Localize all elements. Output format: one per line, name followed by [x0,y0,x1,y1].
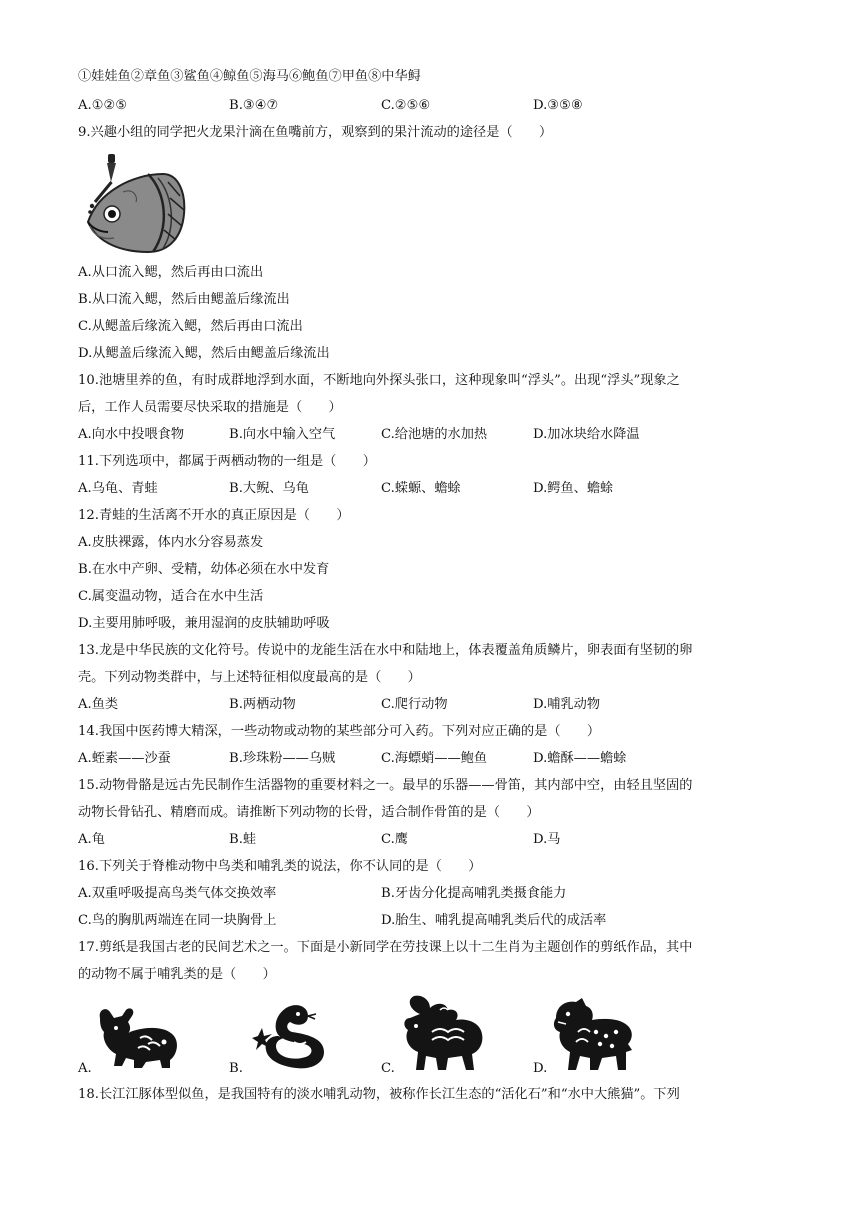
fish-head-icon [88,174,184,252]
q9-option-c: C.从鳃盖后缘流入鳃，然后再由口流出 [78,319,303,334]
q16-stem: 16.下列关于脊椎动物中鸟类和哺乳类的说法，你不认同的是（ ） [78,859,482,874]
q10-option-c: C.给池塘的水加热 [381,427,488,442]
q14-option-c: C.海螵蛸——鲍鱼 [381,751,488,766]
q18-stem: 18.长江江豚体型似鱼，是我国特有的淡水哺乳动物，被称作长江生态的“活化石”和“水中大熊猫”。下列 [78,1087,680,1102]
q15-option-a: A.龟 [78,832,105,847]
q12-stem: 12.青蛙的生活离不开水的真正原因是（ ） [78,508,350,523]
fish-dropper-figure [78,152,190,256]
q17-option-a: A. [78,1061,92,1076]
q13-stem-line1: 13.龙是中华民族的文化符号。传说中的龙能生活在水中和陆地上，体表覆盖角质鳞片，卵表面有坚韧的卵 [78,643,693,658]
q17-option-b: B. [229,1061,243,1076]
q10-option-d: D.加冰块给水降温 [533,427,640,442]
q10-stem-line1: 10.池塘里养的鱼，有时成群地浮到水面，不断地向外探头张口，这种现象叫“浮头”。出现“浮头”现象之 [78,373,680,388]
q10-option-a: A.向水中投喂食物 [78,427,185,442]
q9-option-b: B.从口流入鳃，然后由鳃盖后缘流出 [78,292,290,307]
q17-stem-line2: 的动物不属于哺乳类的是（ ） [78,967,276,982]
q15-option-d: D.马 [533,832,561,847]
q11-stem: 11.下列选项中，都属于两栖动物的一组是（ ） [78,454,376,469]
q17-stem-line1: 17.剪纸是我国古老的民间艺术之一。下面是小新同学在劳技课上以十二生肖为主题创作的剪纸作品，其中 [78,940,693,955]
q8-option-d: D.③⑤⑧ [533,98,583,113]
q15-stem-line2: 动物长骨钻孔、精磨而成。请推断下列动物的长骨，适合制作骨笛的是（ ） [78,805,540,820]
q14-option-d: D.蟾酥——蟾蜍 [533,751,627,766]
goat-papercut-icon [400,994,486,1074]
q14-option-b: B.珍珠粉——乌贼 [229,751,336,766]
q13-option-c: C.爬行动物 [381,697,448,712]
q15-option-b: B.蛙 [229,832,257,847]
q9-option-d: D.从鳃盖后缘流入鳃，然后由鳃盖后缘流出 [78,346,330,361]
q10-stem-line2: 后，工作人员需要尽快采取的措施是（ ） [78,400,342,415]
snake-papercut-icon [250,1002,330,1072]
q16-option-a: A.双重呼吸提高鸟类气体交换效率 [78,886,277,901]
q14-stem: 14.我国中医药博大精深，一些动物或动物的某些部分可入药。下列对应正确的是（ ） [78,724,601,739]
q12-option-a: A.皮肤裸露，体内水分容易蒸发 [78,535,264,550]
q12-option-d: D.主要用肺呼吸，兼用湿润的皮肤辅助呼吸 [78,616,330,631]
q13-option-b: B.两栖动物 [229,697,296,712]
q17-option-d: D. [533,1061,548,1076]
q8-option-a: A.①②⑤ [78,98,128,113]
q14-option-a: A.蛭素——沙蚕 [78,751,171,766]
q9-option-a: A.从口流入鳃，然后再由口流出 [78,265,264,280]
ox-papercut-icon [96,1004,180,1070]
q17-option-c: C. [381,1061,395,1076]
q16-option-d: D.胎生、哺乳提高哺乳类后代的成活率 [381,913,607,928]
q11-option-c: C.蝾螈、蟾蜍 [381,481,461,496]
q16-option-c: C.鸟的胸肌两端连在同一块胸骨上 [78,913,277,928]
q13-option-d: D.哺乳动物 [533,697,601,712]
q10-option-b: B.向水中输入空气 [229,427,336,442]
q8-option-c: C.②⑤⑥ [381,98,431,113]
q13-option-a: A.鱼类 [78,697,119,712]
q12-option-b: B.在水中产卵、受精，幼体必须在水中发育 [78,562,330,577]
q8-option-b: B.③④⑦ [229,98,279,113]
dog-papercut-icon [550,996,636,1074]
q11-option-d: D.鳄鱼、蟾蜍 [533,481,614,496]
q11-option-b: B.大鲵、乌龟 [229,481,309,496]
q9-stem: 9.兴趣小组的同学把火龙果汁滴在鱼嘴前方，观察到的果汁流动的途径是（ ） [78,125,553,140]
q8-items: ①娃娃鱼②章鱼③鲨鱼④鲸鱼⑤海马⑥鲍鱼⑦甲鱼⑧中华鲟 [78,69,421,84]
q16-option-b: B.牙齿分化提高哺乳类摄食能力 [381,886,567,901]
q15-stem-line1: 15.动物骨骼是远古先民制作生活器物的重要材料之一。最早的乐器——骨笛，其内部中空，由轻且坚固的 [78,778,693,793]
q12-option-c: C.属变温动物，适合在水中生活 [78,589,264,604]
q11-option-a: A.乌龟、青蛙 [78,481,158,496]
q15-option-c: C.鹰 [381,832,408,847]
q13-stem-line2: 壳。下列动物类群中，与上述特征相似度最高的是（ ） [78,670,421,685]
